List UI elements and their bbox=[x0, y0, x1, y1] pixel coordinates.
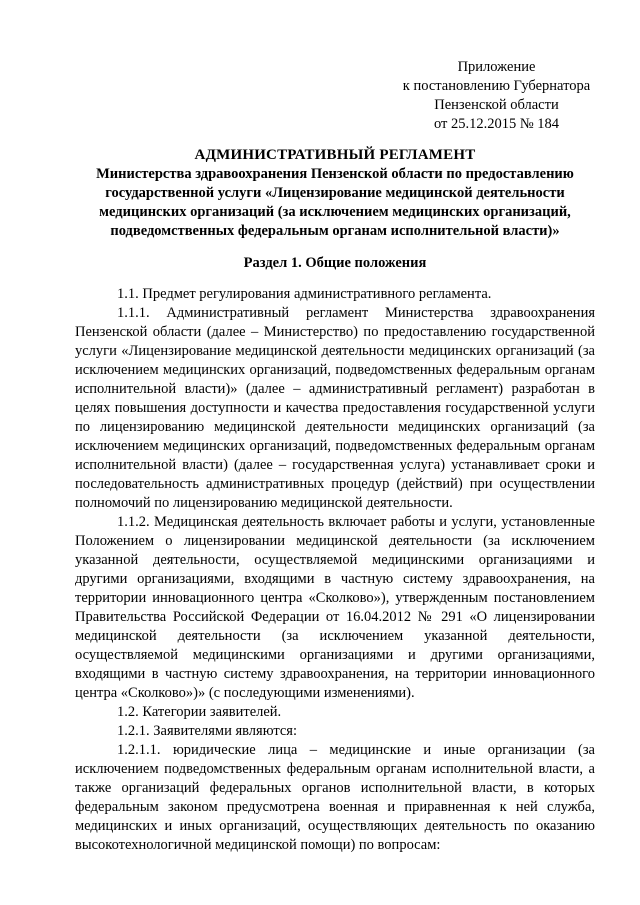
document-title: АДМИНИСТРАТИВНЫЙ РЕГЛАМЕНТ bbox=[194, 147, 476, 163]
appendix-block bbox=[380, 58, 595, 134]
document-body bbox=[75, 285, 595, 855]
appendix-line-4: от 25.12.2015 № 184 bbox=[433, 116, 560, 132]
paragraph: 1.1.2. Медицинская деятельность включает работы и услуги, установленные Положением о лицензировании медицинской деятельности (за исключением указанной деятельности, осуществляемой медицинскими организациями и другими организациями, входящими в частную систему здравоохранения, на территории инновационного центра «Сколково»), утвержденным постановлением Правительства Российской Федерации от 16.04.2012 № 291 «О лицензировании медицинской деятельности (за исключением указанной деятельности, осуществляемой медицинскими организациями и другими организациями, входящими в частную систему здравоохранения, на территории инновационного центра «Сколково»)» (с последующими изменениями). bbox=[75, 514, 595, 701]
paragraph: 1.2.1. Заявителями являются: bbox=[117, 723, 297, 739]
document-subtitle-line-2: государственной услуги «Лицензирование медицинской деятельности bbox=[105, 185, 565, 201]
paragraph: 1.2.1.1. юридические лица – медицинские и иные организации (за исключением подведомственных федеральным органам исполнительной власти, а также организаций федеральных органов исполнительной власти, в которых федеральным законом предусмотрена военная и приравненная к ней служба, медицинских и иных организаций, осуществляющих деятельность по оказанию высокотехнологичной медицинской помощи) по вопросам: bbox=[75, 742, 595, 853]
paragraph: 1.1.1. Административный регламент Министерства здравоохранения Пензенской области (далее – Министерство) по предоставлению государственной услуги «Лицензирование медицинской деятельности медицинских организаций (за исключением медицинских организаций, подведомственных федеральным органам исполнительной власти)» (далее – административный регламент) разработан в целях повышения доступности и качества предоставления государственной услуги по лицензированию медицинской деятельности медицинских организаций (за исключением медицинских организаций, подведомственных федеральным органам исполнительной власти) (далее – государственная услуга) устанавливает сроки и последовательность административных процедур (действий) при осуществлении полномочий по лицензированию медицинской деятельности. bbox=[75, 305, 595, 511]
appendix-line-1: Приложение bbox=[457, 59, 536, 75]
section-heading: Раздел 1. Общие положения bbox=[243, 255, 427, 271]
paragraph: 1.1. Предмет регулирования административного регламента. bbox=[117, 286, 492, 302]
appendix-line-3: Пензенской области bbox=[434, 97, 559, 113]
document-title-block bbox=[75, 146, 595, 241]
paragraph: 1.2. Категории заявителей. bbox=[117, 704, 282, 720]
appendix-line-2: к постановлению Губернатора bbox=[402, 78, 591, 94]
document-subtitle-line-3: медицинских организаций (за исключением медицинских организаций, bbox=[99, 204, 571, 220]
document-subtitle-line-1: Министерства здравоохранения Пензенской области по предоставлению bbox=[96, 166, 574, 182]
document-subtitle-line-4: подведомственных федеральным органам исполнительной власти)» bbox=[110, 223, 560, 239]
